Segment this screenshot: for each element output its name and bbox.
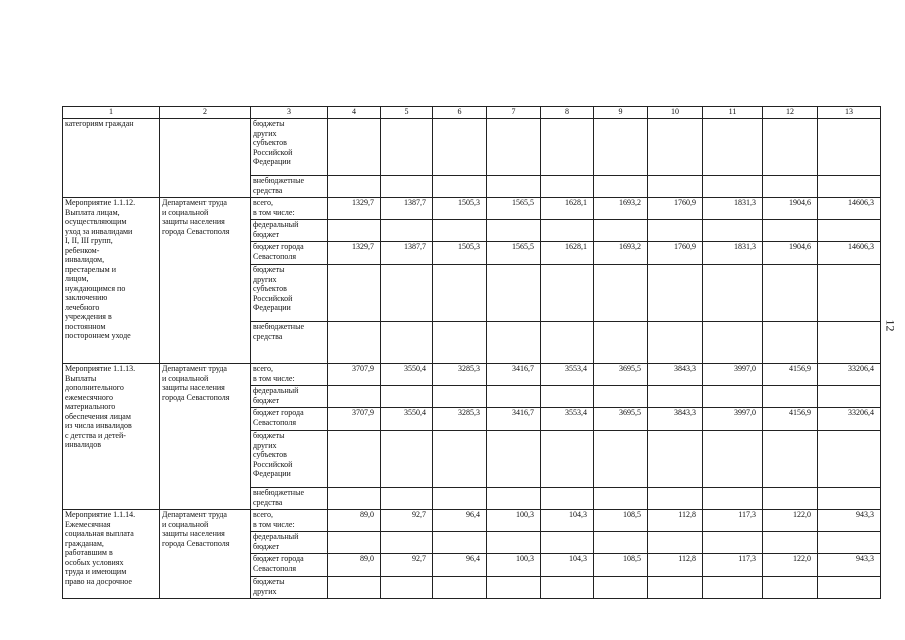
value-cell	[433, 322, 487, 364]
value-cell	[594, 220, 648, 242]
value-cell: 14606,3	[818, 198, 881, 220]
value-cell: 1831,3	[703, 242, 763, 265]
value-cell	[818, 176, 881, 198]
table-row	[63, 198, 881, 220]
value-cell	[594, 322, 648, 364]
value-cell	[703, 322, 763, 364]
value-cell: 3550,4	[381, 408, 433, 431]
column-header-12: 12	[763, 107, 818, 119]
value-cell	[648, 119, 703, 176]
value-cell	[487, 322, 541, 364]
value-cell: 1628,1	[541, 198, 594, 220]
funding-source: бюджеты других	[251, 577, 328, 599]
value-cell	[433, 176, 487, 198]
column-header-8: 8	[541, 107, 594, 119]
value-cell: 92,7	[381, 510, 433, 532]
value-cell: 943,3	[818, 554, 881, 577]
value-cell	[818, 119, 881, 176]
value-cell	[381, 532, 433, 554]
value-cell	[433, 431, 487, 488]
value-cell	[433, 488, 487, 510]
funding-source: внебюджетные средства	[251, 322, 328, 364]
value-cell	[433, 386, 487, 408]
value-cell: 1760,9	[648, 242, 703, 265]
value-cell	[818, 577, 881, 599]
value-cell	[541, 488, 594, 510]
value-cell	[594, 265, 648, 322]
funding-source: федеральный бюджет	[251, 532, 328, 554]
value-cell	[703, 386, 763, 408]
value-cell	[487, 532, 541, 554]
value-cell	[763, 220, 818, 242]
budget-table	[62, 106, 881, 599]
value-cell: 96,4	[433, 510, 487, 532]
table-row	[63, 364, 881, 386]
value-cell	[487, 488, 541, 510]
value-cell: 3695,5	[594, 364, 648, 386]
value-cell: 3997,0	[703, 408, 763, 431]
value-cell	[703, 176, 763, 198]
value-cell	[328, 119, 381, 176]
value-cell	[487, 265, 541, 322]
value-cell	[648, 488, 703, 510]
value-cell: 3843,3	[648, 364, 703, 386]
table-row	[63, 119, 881, 176]
value-cell	[763, 119, 818, 176]
value-cell	[703, 488, 763, 510]
value-cell: 108,5	[594, 510, 648, 532]
value-cell: 92,7	[381, 554, 433, 577]
responsible-executor: Департамент труда и социальной защиты населения города Севастополя	[160, 510, 251, 599]
value-cell: 3553,4	[541, 408, 594, 431]
value-cell	[703, 119, 763, 176]
column-header-9: 9	[594, 107, 648, 119]
funding-source: федеральный бюджет	[251, 386, 328, 408]
value-cell: 1505,3	[433, 198, 487, 220]
funding-source: бюджет города Севастополя	[251, 408, 328, 431]
value-cell	[541, 532, 594, 554]
value-cell: 1505,3	[433, 242, 487, 265]
value-cell	[763, 532, 818, 554]
value-cell: 1693,2	[594, 198, 648, 220]
value-cell	[381, 386, 433, 408]
value-cell	[381, 220, 433, 242]
table-body	[63, 107, 881, 599]
value-cell	[763, 431, 818, 488]
funding-source: всего, в том числе:	[251, 364, 328, 386]
value-cell: 1904,6	[763, 198, 818, 220]
value-cell: 100,3	[487, 510, 541, 532]
value-cell: 89,0	[328, 554, 381, 577]
value-cell	[594, 431, 648, 488]
value-cell: 3553,4	[541, 364, 594, 386]
column-header-11: 11	[703, 107, 763, 119]
value-cell	[381, 431, 433, 488]
value-cell	[763, 488, 818, 510]
value-cell	[763, 386, 818, 408]
funding-source: всего, в том числе:	[251, 198, 328, 220]
value-cell	[648, 532, 703, 554]
header-row	[63, 107, 881, 119]
value-cell	[487, 431, 541, 488]
value-cell	[818, 322, 881, 364]
value-cell: 3550,4	[381, 364, 433, 386]
column-header-5: 5	[381, 107, 433, 119]
value-cell: 117,3	[703, 554, 763, 577]
measure-description: категориям граждан	[63, 119, 160, 198]
value-cell: 3843,3	[648, 408, 703, 431]
value-cell	[818, 488, 881, 510]
value-cell	[703, 220, 763, 242]
value-cell: 1565,5	[487, 198, 541, 220]
value-cell	[594, 577, 648, 599]
funding-source: внебюджетные средства	[251, 176, 328, 198]
page-number: 12	[883, 319, 898, 332]
value-cell	[818, 220, 881, 242]
value-cell: 4156,9	[763, 408, 818, 431]
value-cell	[487, 119, 541, 176]
value-cell	[433, 577, 487, 599]
value-cell	[541, 431, 594, 488]
value-cell: 100,3	[487, 554, 541, 577]
value-cell	[487, 577, 541, 599]
responsible-executor	[160, 119, 251, 198]
funding-source: бюджеты других субъектов Российской Федерации	[251, 431, 328, 488]
value-cell: 1628,1	[541, 242, 594, 265]
value-cell	[328, 220, 381, 242]
responsible-executor: Департамент труда и социальной защиты населения города Севастополя	[160, 364, 251, 510]
column-header-3: 3	[251, 107, 328, 119]
value-cell: 1831,3	[703, 198, 763, 220]
value-cell	[648, 265, 703, 322]
value-cell	[487, 386, 541, 408]
value-cell	[648, 176, 703, 198]
value-cell	[541, 577, 594, 599]
value-cell	[648, 386, 703, 408]
value-cell	[328, 431, 381, 488]
value-cell: 96,4	[433, 554, 487, 577]
value-cell	[648, 431, 703, 488]
value-cell: 3285,3	[433, 364, 487, 386]
value-cell: 1329,7	[328, 242, 381, 265]
funding-source: бюджет города Севастополя	[251, 242, 328, 265]
value-cell	[433, 220, 487, 242]
value-cell	[541, 386, 594, 408]
value-cell	[818, 532, 881, 554]
funding-source: бюджеты других субъектов Российской Федерации	[251, 265, 328, 322]
column-header-2: 2	[160, 107, 251, 119]
column-header-7: 7	[487, 107, 541, 119]
column-header-1: 1	[63, 107, 160, 119]
column-header-4: 4	[328, 107, 381, 119]
value-cell	[703, 431, 763, 488]
value-cell	[328, 176, 381, 198]
value-cell: 89,0	[328, 510, 381, 532]
value-cell	[328, 577, 381, 599]
value-cell: 1329,7	[328, 198, 381, 220]
value-cell: 1387,7	[381, 198, 433, 220]
value-cell: 122,0	[763, 554, 818, 577]
value-cell: 3695,5	[594, 408, 648, 431]
value-cell: 104,3	[541, 510, 594, 532]
value-cell	[487, 220, 541, 242]
value-cell: 4156,9	[763, 364, 818, 386]
value-cell	[381, 577, 433, 599]
value-cell	[818, 386, 881, 408]
value-cell	[541, 265, 594, 322]
value-cell	[594, 176, 648, 198]
measure-description: Мероприятие 1.1.14. Ежемесячная социальная выплата гражданам, работавшим в особых условиях труда и имеющим право на досрочное	[63, 510, 160, 599]
value-cell	[541, 176, 594, 198]
value-cell: 112,8	[648, 510, 703, 532]
value-cell: 1387,7	[381, 242, 433, 265]
column-header-6: 6	[433, 107, 487, 119]
value-cell	[433, 265, 487, 322]
responsible-executor: Департамент труда и социальной защиты населения города Севастополя	[160, 198, 251, 364]
value-cell	[648, 220, 703, 242]
value-cell	[763, 176, 818, 198]
value-cell	[381, 322, 433, 364]
value-cell	[703, 577, 763, 599]
value-cell	[648, 322, 703, 364]
value-cell	[433, 532, 487, 554]
value-cell	[594, 532, 648, 554]
value-cell: 33206,4	[818, 408, 881, 431]
value-cell	[763, 322, 818, 364]
funding-source: внебюджетные средства	[251, 488, 328, 510]
value-cell: 1565,5	[487, 242, 541, 265]
measure-description: Мероприятие 1.1.12. Выплата лицам, осуществляющим уход за инвалидами I, II, III групп, ребенком- инвалидом, престарелым и лицом, нуждающимся по заключению лечебного учреждения в постоянном постороннем уходе	[63, 198, 160, 364]
value-cell: 14606,3	[818, 242, 881, 265]
funding-source: федеральный бюджет	[251, 220, 328, 242]
value-cell: 108,5	[594, 554, 648, 577]
value-cell	[594, 386, 648, 408]
value-cell	[541, 220, 594, 242]
value-cell: 3997,0	[703, 364, 763, 386]
value-cell	[763, 265, 818, 322]
value-cell	[818, 431, 881, 488]
value-cell	[328, 488, 381, 510]
column-header-10: 10	[648, 107, 703, 119]
value-cell: 3285,3	[433, 408, 487, 431]
funding-source: всего, в том числе:	[251, 510, 328, 532]
value-cell	[594, 488, 648, 510]
value-cell: 3707,9	[328, 364, 381, 386]
value-cell: 1760,9	[648, 198, 703, 220]
value-cell: 943,3	[818, 510, 881, 532]
value-cell	[541, 322, 594, 364]
value-cell	[703, 532, 763, 554]
value-cell	[328, 532, 381, 554]
measure-description: Мероприятие 1.1.13. Выплаты дополнительного ежемесячного материального обеспечения лицам из числа инвалидов с детства и детей- инвалидов	[63, 364, 160, 510]
value-cell	[487, 176, 541, 198]
value-cell	[328, 386, 381, 408]
value-cell: 1693,2	[594, 242, 648, 265]
value-cell	[381, 265, 433, 322]
value-cell: 117,3	[703, 510, 763, 532]
value-cell: 33206,4	[818, 364, 881, 386]
value-cell	[648, 577, 703, 599]
value-cell	[818, 265, 881, 322]
funding-source: бюджеты других субъектов Российской Федерации	[251, 119, 328, 176]
value-cell	[541, 119, 594, 176]
table-row	[63, 510, 881, 532]
value-cell: 122,0	[763, 510, 818, 532]
value-cell	[594, 119, 648, 176]
value-cell	[433, 119, 487, 176]
value-cell	[381, 119, 433, 176]
value-cell	[328, 322, 381, 364]
value-cell: 3416,7	[487, 364, 541, 386]
funding-source: бюджет города Севастополя	[251, 554, 328, 577]
value-cell	[381, 176, 433, 198]
value-cell: 3707,9	[328, 408, 381, 431]
value-cell	[328, 265, 381, 322]
value-cell: 104,3	[541, 554, 594, 577]
value-cell	[703, 265, 763, 322]
value-cell	[763, 577, 818, 599]
value-cell: 3416,7	[487, 408, 541, 431]
column-header-13: 13	[818, 107, 881, 119]
value-cell	[381, 488, 433, 510]
value-cell: 1904,6	[763, 242, 818, 265]
value-cell: 112,8	[648, 554, 703, 577]
